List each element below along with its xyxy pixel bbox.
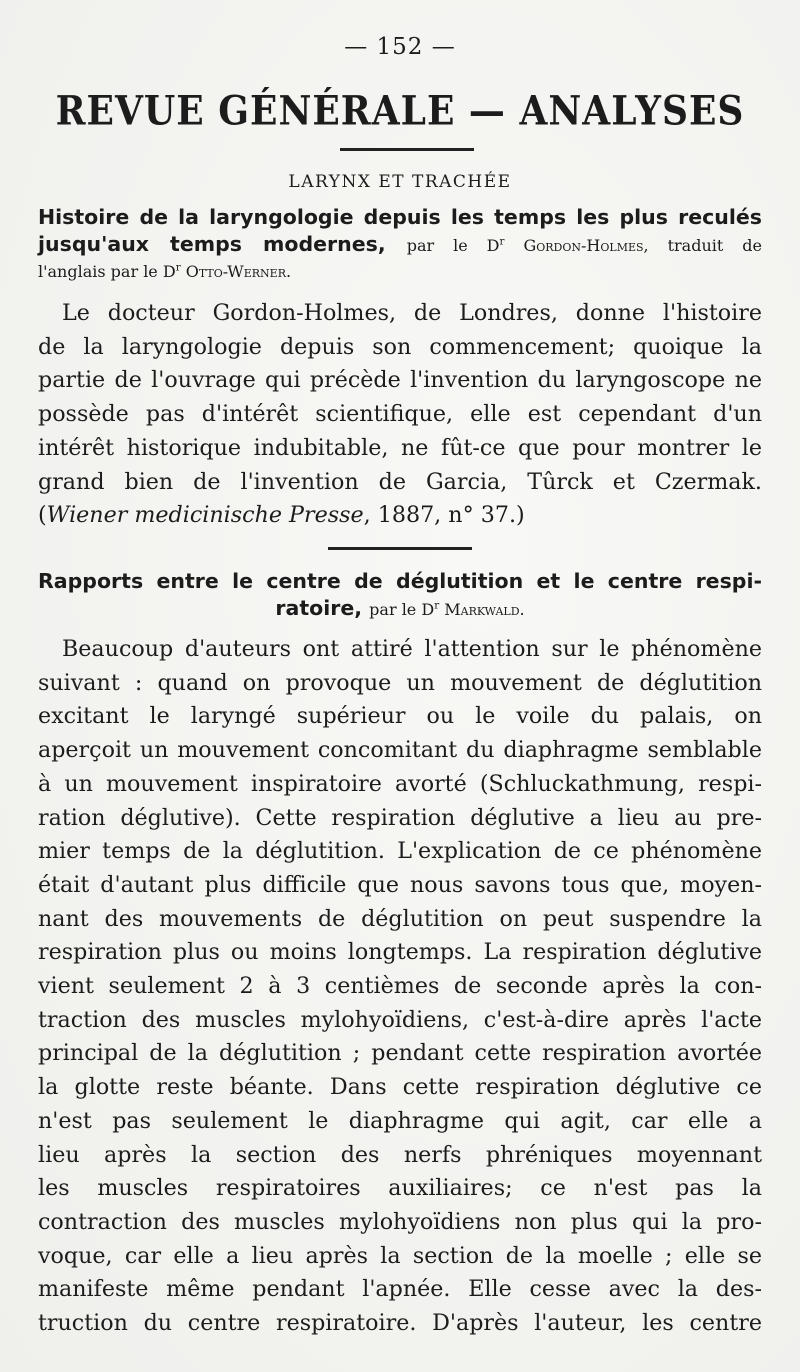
body-line: vient seulement 2 à 3 centièmes de seconde après la con- — [38, 973, 762, 1000]
body-line: aperçoit un mouvement concomitant du diaphragme semblable — [38, 737, 762, 764]
translator-name: Otto-Werner — [185, 262, 286, 281]
author-name: Markwald — [444, 600, 520, 619]
body-line: traction des muscles mylohyoïdiens, c'est-à-dire après l'acte — [38, 1006, 762, 1033]
body-line: mier temps de la déglutition. L'explication de ce phénomène — [38, 838, 762, 865]
heading-line: Rapports entre le centre de déglutition et le centre respi- — [38, 569, 762, 593]
body-line: était d'autant plus difficile que nous savons tous que, moyen- — [38, 871, 762, 898]
author-name: Gordon-Holmes — [523, 236, 644, 255]
heading-line — [38, 231, 762, 259]
article-body — [38, 297, 762, 533]
body-line: nant des mouvements de déglutition on peut suspendre la — [38, 905, 762, 932]
body-line: de la laryngologie depuis son commencement; quoique la — [38, 333, 762, 360]
body-line: contraction des muscles mylohyoïdiens non plus qui la pro- — [38, 1208, 762, 1235]
heading-text: jusqu'aux temps modernes, — [38, 232, 386, 256]
body-line: ration déglutive). Cette respiration déglutive a lieu au pre- — [38, 804, 762, 831]
heading-line: Histoire de la laryngologie depuis les temps les plus reculés — [38, 205, 762, 229]
section-divider — [328, 547, 472, 550]
article-heading — [38, 568, 762, 623]
body-line: Beaucoup d'auteurs ont attiré l'attention sur le phénomène — [62, 636, 762, 662]
heading-text: ratoire, — [275, 596, 363, 620]
page-title: REVUE GÉNÉRALE — ANALYSES — [55, 87, 745, 135]
body-line: les muscles respiratoires auxiliaires; ce n'est pas la — [38, 1175, 762, 1202]
body-line: truction du centre respiratoire. D'après l'auteur, les centre — [38, 1310, 762, 1337]
article-body — [38, 633, 762, 1341]
body-line: principal de la déglutition ; pendant cette respiration avortée — [38, 1040, 762, 1067]
byline-line: l'anglais par le $D^r$ Otto-Werner. — [38, 261, 292, 281]
page-number: — 152 — — [344, 34, 456, 60]
byline: par le $D^r$ Markwald. — [369, 599, 525, 619]
heading-line — [38, 595, 762, 623]
body-line: partie de l'ouvrage qui précède l'invention du laryngoscope ne — [38, 367, 762, 394]
body-line: intérêt historique indubitable, ne fût-ce que pour montrer le — [38, 434, 762, 461]
byline: par le $D^r$ Gordon-Holmes, traduit de — [406, 235, 763, 255]
body-line: grand bien de l'invention de Garcia, Tûrck et Czermak. — [38, 468, 762, 495]
body-line: n'est pas seulement le diaphragme qui agit, car elle a — [38, 1107, 762, 1134]
section-title: LARYNX ET TRACHÉE — [288, 172, 512, 192]
body-line: lieu après la section des nerfs phréniques moyennant — [38, 1141, 762, 1168]
article-heading — [38, 204, 762, 285]
citation: (Wiener medicinische Presse, 1887, n° 37.) — [38, 502, 525, 529]
body-line: manifeste même pendant l'apnée. Elle cesse avec la des- — [38, 1276, 762, 1303]
body-line: possède pas d'intérêt scientifique, elle est cependant d'un — [38, 401, 762, 428]
body-line: voque, car elle a lieu après la section de la moelle ; elle se — [38, 1242, 762, 1269]
title-underline — [340, 148, 474, 151]
body-line: Le docteur Gordon-Holmes, de Londres, donne l'histoire — [62, 300, 762, 326]
body-line: excitant le laryngé supérieur ou le voile du palais, on — [38, 703, 762, 730]
body-line: à un mouvement inspiratoire avorté (Schluckathmung, respi- — [38, 770, 762, 797]
body-line: la glotte reste béante. Dans cette respiration déglutive ce — [38, 1074, 762, 1101]
article-history-laryngology — [38, 204, 762, 533]
article-deglutition-respiration — [38, 568, 762, 1341]
body-line: respiration plus ou moins longtemps. La respiration déglutive — [38, 939, 762, 966]
journal-title: Wiener medicinische Presse — [46, 502, 364, 529]
body-line: suivant : quand on provoque un mouvement de déglutition — [38, 669, 762, 696]
